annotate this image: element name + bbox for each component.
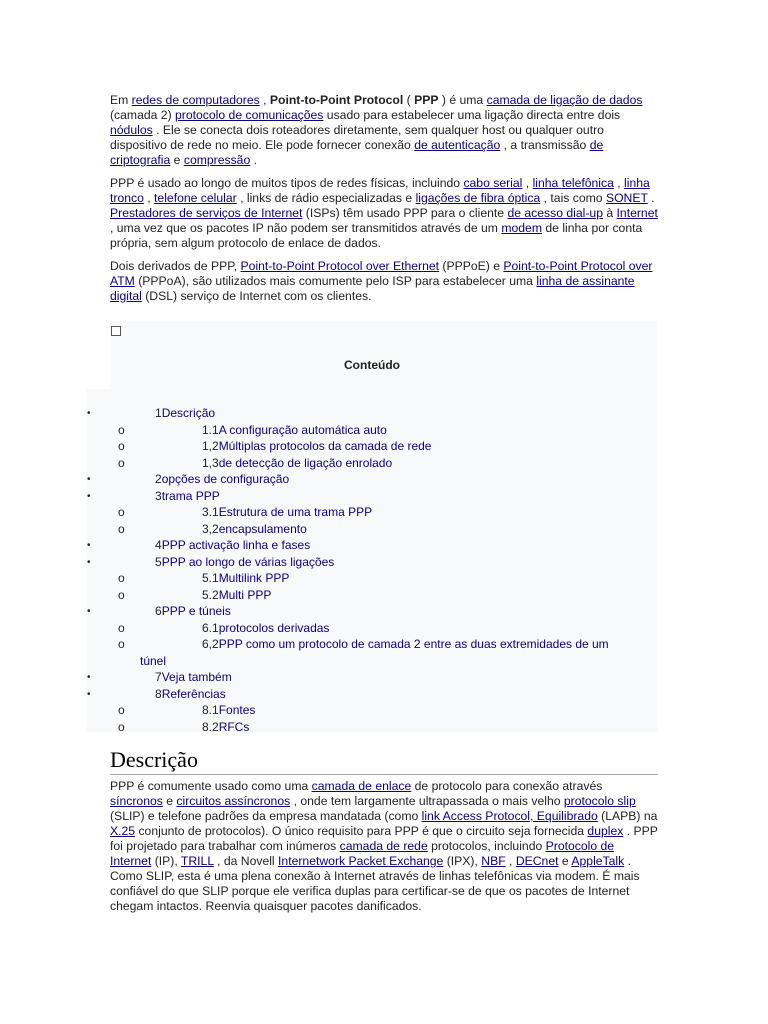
toc-item-label	[202, 637, 609, 652]
section-descricao	[110, 779, 658, 922]
toc-item-number: 3,2	[202, 521, 219, 536]
inline-link[interactable]: Point-to-Point Protocol over ATM	[110, 259, 653, 288]
toc-bullet: o	[118, 422, 125, 437]
text-run: (camada 2)	[110, 108, 176, 122]
toc-item-number: 3.1	[202, 505, 219, 519]
toc-bullet: o	[118, 571, 125, 585]
toc-item-number: 6.1	[202, 620, 219, 635]
toc-bullet: o	[118, 637, 125, 651]
toc-item-label	[155, 489, 220, 504]
inline-link[interactable]: linha telefônica	[532, 176, 614, 190]
toc-bullet: o	[118, 587, 125, 602]
text-run: ,	[522, 176, 533, 190]
toc-bullet: •	[87, 606, 91, 617]
toc-item-label	[202, 522, 307, 537]
toc-item-label	[202, 720, 249, 735]
toc-item-text[interactable]: A configuração automática auto	[218, 422, 387, 437]
text-run: ,	[259, 93, 270, 107]
inline-link[interactable]: ligações de fibra óptica	[415, 191, 541, 205]
text-run: . Ele se conecta dois roteadores diretamente, sem qualquer host ou qualquer outro dispositivo de rede no meio. Ele pode fornecer conexão	[110, 123, 604, 152]
toc-item-text[interactable]: PPP como um protocolo de camada 2 entre as duas extremidades de um	[218, 637, 609, 651]
text-run: .	[647, 191, 655, 205]
text-run: de protocolo para conexão através	[411, 779, 603, 793]
bold-term: Point-to-Point Protocol	[269, 93, 404, 107]
toc-item-number: 4	[155, 538, 162, 552]
section-heading-descricao: Descrição	[110, 746, 658, 775]
toc-item-number: 1.1	[202, 422, 219, 437]
inline-link[interactable]: Internet	[616, 206, 658, 220]
inline-link[interactable]: X.25	[110, 824, 136, 838]
text-run: Em	[110, 93, 132, 107]
toc-item-text: túnel	[140, 653, 167, 668]
text-run: (ISPs) têm usado PPP para o cliente	[302, 206, 508, 220]
toc-item-label	[202, 505, 372, 520]
inline-link[interactable]: NBF	[481, 854, 506, 868]
inline-link[interactable]: TRILL	[180, 854, 214, 868]
toc-item-text[interactable]: Múltiplas protocolos da camada de rede	[218, 439, 432, 453]
toc-item-text[interactable]: Descrição	[161, 406, 216, 420]
toc-corner	[86, 321, 110, 389]
toc-bullet: o	[118, 439, 125, 453]
inline-link[interactable]: Point-to-Point Protocol over Ethernet	[240, 259, 440, 273]
toc-bullet: •	[87, 408, 91, 419]
toc-bullet: o	[118, 719, 125, 734]
toc-item-text[interactable]: de detecção de ligação enrolado	[218, 455, 393, 470]
text-run: conjunto de protocolos). O único requisito para PPP é que o circuito seja fornecida	[135, 824, 588, 838]
toc-item-text[interactable]: Multilink PPP	[218, 571, 290, 585]
toc-item-number: 5.1	[202, 571, 219, 585]
toc-bullet: •	[87, 688, 91, 700]
toc-title: Conteúdo	[344, 358, 400, 372]
text-run: ,	[613, 176, 625, 190]
toc-item-label	[202, 456, 392, 471]
toc-bullet: o	[118, 703, 125, 717]
inline-link[interactable]: de acesso dial-up	[507, 206, 603, 220]
toc-item-label	[155, 555, 334, 570]
text-run: , links de rádio especializadas e	[236, 191, 416, 205]
toc-item-label	[155, 538, 310, 553]
text-run: ,	[143, 191, 155, 205]
toc-item-label	[202, 571, 289, 586]
toc-item-label	[202, 439, 431, 454]
toc-item-label	[155, 406, 215, 421]
toc-item-number: 8.1	[202, 703, 219, 717]
text-run: (PPPoA), são utilizados mais comumente pelo ISP para estabelecer uma	[134, 274, 537, 288]
text-run: , uma vez que os pacotes IP não podem ser transmitidos através de um	[110, 221, 502, 235]
intro-paragraph-3	[110, 259, 658, 304]
toc-bullet: •	[87, 490, 91, 502]
toc-item-number: 1	[155, 406, 162, 420]
inline-link[interactable]: protocolo de comunicações	[175, 108, 324, 122]
toc-item-label	[155, 472, 289, 487]
toc-item-number: 3	[155, 488, 162, 503]
text-run: , da Novell	[213, 854, 279, 868]
toc-item-number: 6,2	[202, 637, 219, 651]
article-intro	[110, 93, 658, 312]
text-run: e	[558, 854, 572, 868]
toc-item-text[interactable]: Referências	[161, 686, 226, 701]
toc-item-label	[202, 621, 329, 636]
toc-toggle-checkbox[interactable]	[111, 326, 121, 336]
text-run: PPP é usado ao longo de muitos tipos de redes físicas, incluindo	[110, 176, 464, 190]
text-run: . PPP foi projetado para trabalhar com inúmeros	[110, 824, 658, 853]
text-run: , tais como	[540, 191, 606, 205]
text-run: (	[403, 93, 415, 107]
inline-link[interactable]: camada de rede	[339, 839, 428, 853]
inline-link[interactable]: SONET	[605, 191, 648, 205]
text-run: (DSL) serviço de Internet com os clientes.	[141, 289, 372, 303]
inline-link[interactable]: camada de ligação de dados	[486, 93, 643, 107]
toc-item-number: 1,2	[202, 439, 219, 453]
intro-paragraph-2	[110, 176, 658, 251]
text-run: de linha por conta própria, sem algum protocolo de enlace de dados.	[110, 221, 643, 250]
toc-bullet: •	[87, 474, 91, 485]
text-run: e	[170, 153, 184, 167]
toc-item-text[interactable]: encapsulamento	[218, 521, 307, 536]
toc-item-number: 7	[155, 670, 162, 684]
toc-item-text[interactable]: RFCs	[218, 719, 250, 734]
text-run: , a transmissão	[500, 138, 590, 152]
inline-link[interactable]: protocolo slip	[563, 794, 636, 808]
inline-link[interactable]: circuitos assíncronos	[176, 794, 291, 808]
text-run: Dois derivados de PPP,	[110, 259, 241, 273]
inline-link[interactable]: camada de enlace	[311, 779, 412, 793]
toc-item-text[interactable]: trama PPP	[161, 488, 220, 503]
toc-item-continuation[interactable]	[140, 654, 166, 669]
inline-link[interactable]: Internetwork Packet Exchange	[278, 854, 444, 868]
text-run: (SLIP) e telefone padrões da empresa mandatada (como	[110, 809, 422, 823]
toc-bullet: o	[118, 521, 125, 536]
toc-item-text[interactable]: Multi PPP	[218, 587, 272, 602]
text-run: PPP é comumente usado como uma	[110, 779, 312, 793]
toc-item-number: 2	[155, 472, 162, 486]
inline-link[interactable]: AppleTalk	[571, 854, 625, 868]
toc-item-text[interactable]: Veja também	[161, 670, 232, 684]
text-run: ) é uma	[438, 93, 487, 107]
text-run: , onde tem largamente ultrapassada o mais velho	[290, 794, 564, 808]
toc-item-text[interactable]: opções de configuração	[161, 472, 290, 486]
toc-item-number: 1,3	[202, 455, 219, 470]
toc-item-number: 5.2	[202, 587, 219, 602]
toc-item-text[interactable]: Fontes	[218, 703, 256, 717]
inline-link[interactable]: linha de assinante digital	[110, 274, 635, 303]
toc-item-text[interactable]: PPP ao longo de várias ligações	[161, 554, 335, 569]
toc-item-number: 8.2	[202, 719, 219, 734]
inline-link[interactable]: modem	[501, 221, 542, 235]
inline-link[interactable]: Protocolo de Internet	[110, 839, 615, 868]
toc-item-label	[155, 687, 226, 702]
inline-link[interactable]: duplex	[587, 824, 624, 838]
toc-item-label	[202, 423, 387, 438]
inline-link[interactable]: redes de computadores	[131, 93, 260, 107]
inline-link[interactable]: cabo serial	[463, 176, 523, 190]
intro-paragraph-1	[110, 93, 658, 168]
bold-term: PPP	[414, 93, 439, 107]
inline-link[interactable]: de criptografia	[110, 138, 604, 167]
text-run: . Como SLIP, esta é uma plena conexão à Internet através de linhas telefônicas via modem. É mais confiável do que SLIP porque ele verifica duplas para certificar-se de que os pacotes de Internet chegam intactos. Reenvia quaisquer pacotes danificados.	[110, 854, 640, 913]
text-run: à	[602, 206, 617, 220]
section-paragraph-1	[110, 779, 658, 914]
text-run: (LAPB) na	[597, 809, 658, 823]
toc-item-label	[202, 588, 271, 603]
toc-bullet: o	[118, 505, 125, 519]
toc-item-text[interactable]: protocolos derivadas	[218, 620, 330, 635]
inline-link[interactable]: nódulos	[110, 123, 153, 137]
toc-item-number: 8	[155, 686, 162, 701]
toc-bullet: o	[118, 455, 125, 470]
inline-link[interactable]: DECnet	[515, 854, 559, 868]
toc-bullet: o	[118, 620, 125, 635]
toc-item-number: 6	[155, 604, 162, 618]
toc-item-number: 5	[155, 554, 162, 569]
inline-link[interactable]: link Access Protocol, Equilibrado	[421, 809, 598, 823]
text-run: protocolos, incluindo	[427, 839, 546, 853]
text-run: e	[162, 794, 177, 808]
toc-item-label	[155, 670, 232, 685]
inline-link[interactable]: compressão	[183, 153, 251, 167]
text-run: (PPPoE) e	[439, 259, 504, 273]
toc-bullet: •	[87, 540, 91, 551]
inline-link[interactable]: Prestadores de serviços de Internet	[110, 206, 303, 220]
text-run: (IPX),	[443, 854, 482, 868]
toc-item-label	[202, 703, 255, 718]
text-run: usado para estabelecer uma ligação directa entre dois	[323, 108, 621, 122]
toc-item-label	[155, 604, 231, 619]
toc-item-text[interactable]: PPP e túneis	[161, 604, 231, 618]
text-run: (IP),	[151, 854, 181, 868]
inline-link[interactable]: síncronos	[110, 794, 163, 808]
toc-item-text[interactable]: PPP activação linha e fases	[161, 538, 311, 552]
toc-bullet: •	[87, 672, 91, 683]
inline-link[interactable]: linha tronco	[110, 176, 650, 205]
inline-link[interactable]: telefone celular	[154, 191, 237, 205]
text-run: ,	[505, 854, 516, 868]
inline-link[interactable]: de autenticação	[414, 138, 501, 152]
toc-item-text[interactable]: Estrutura de uma trama PPP	[218, 505, 373, 519]
toc-bullet: •	[87, 556, 91, 568]
text-run: .	[250, 153, 258, 167]
